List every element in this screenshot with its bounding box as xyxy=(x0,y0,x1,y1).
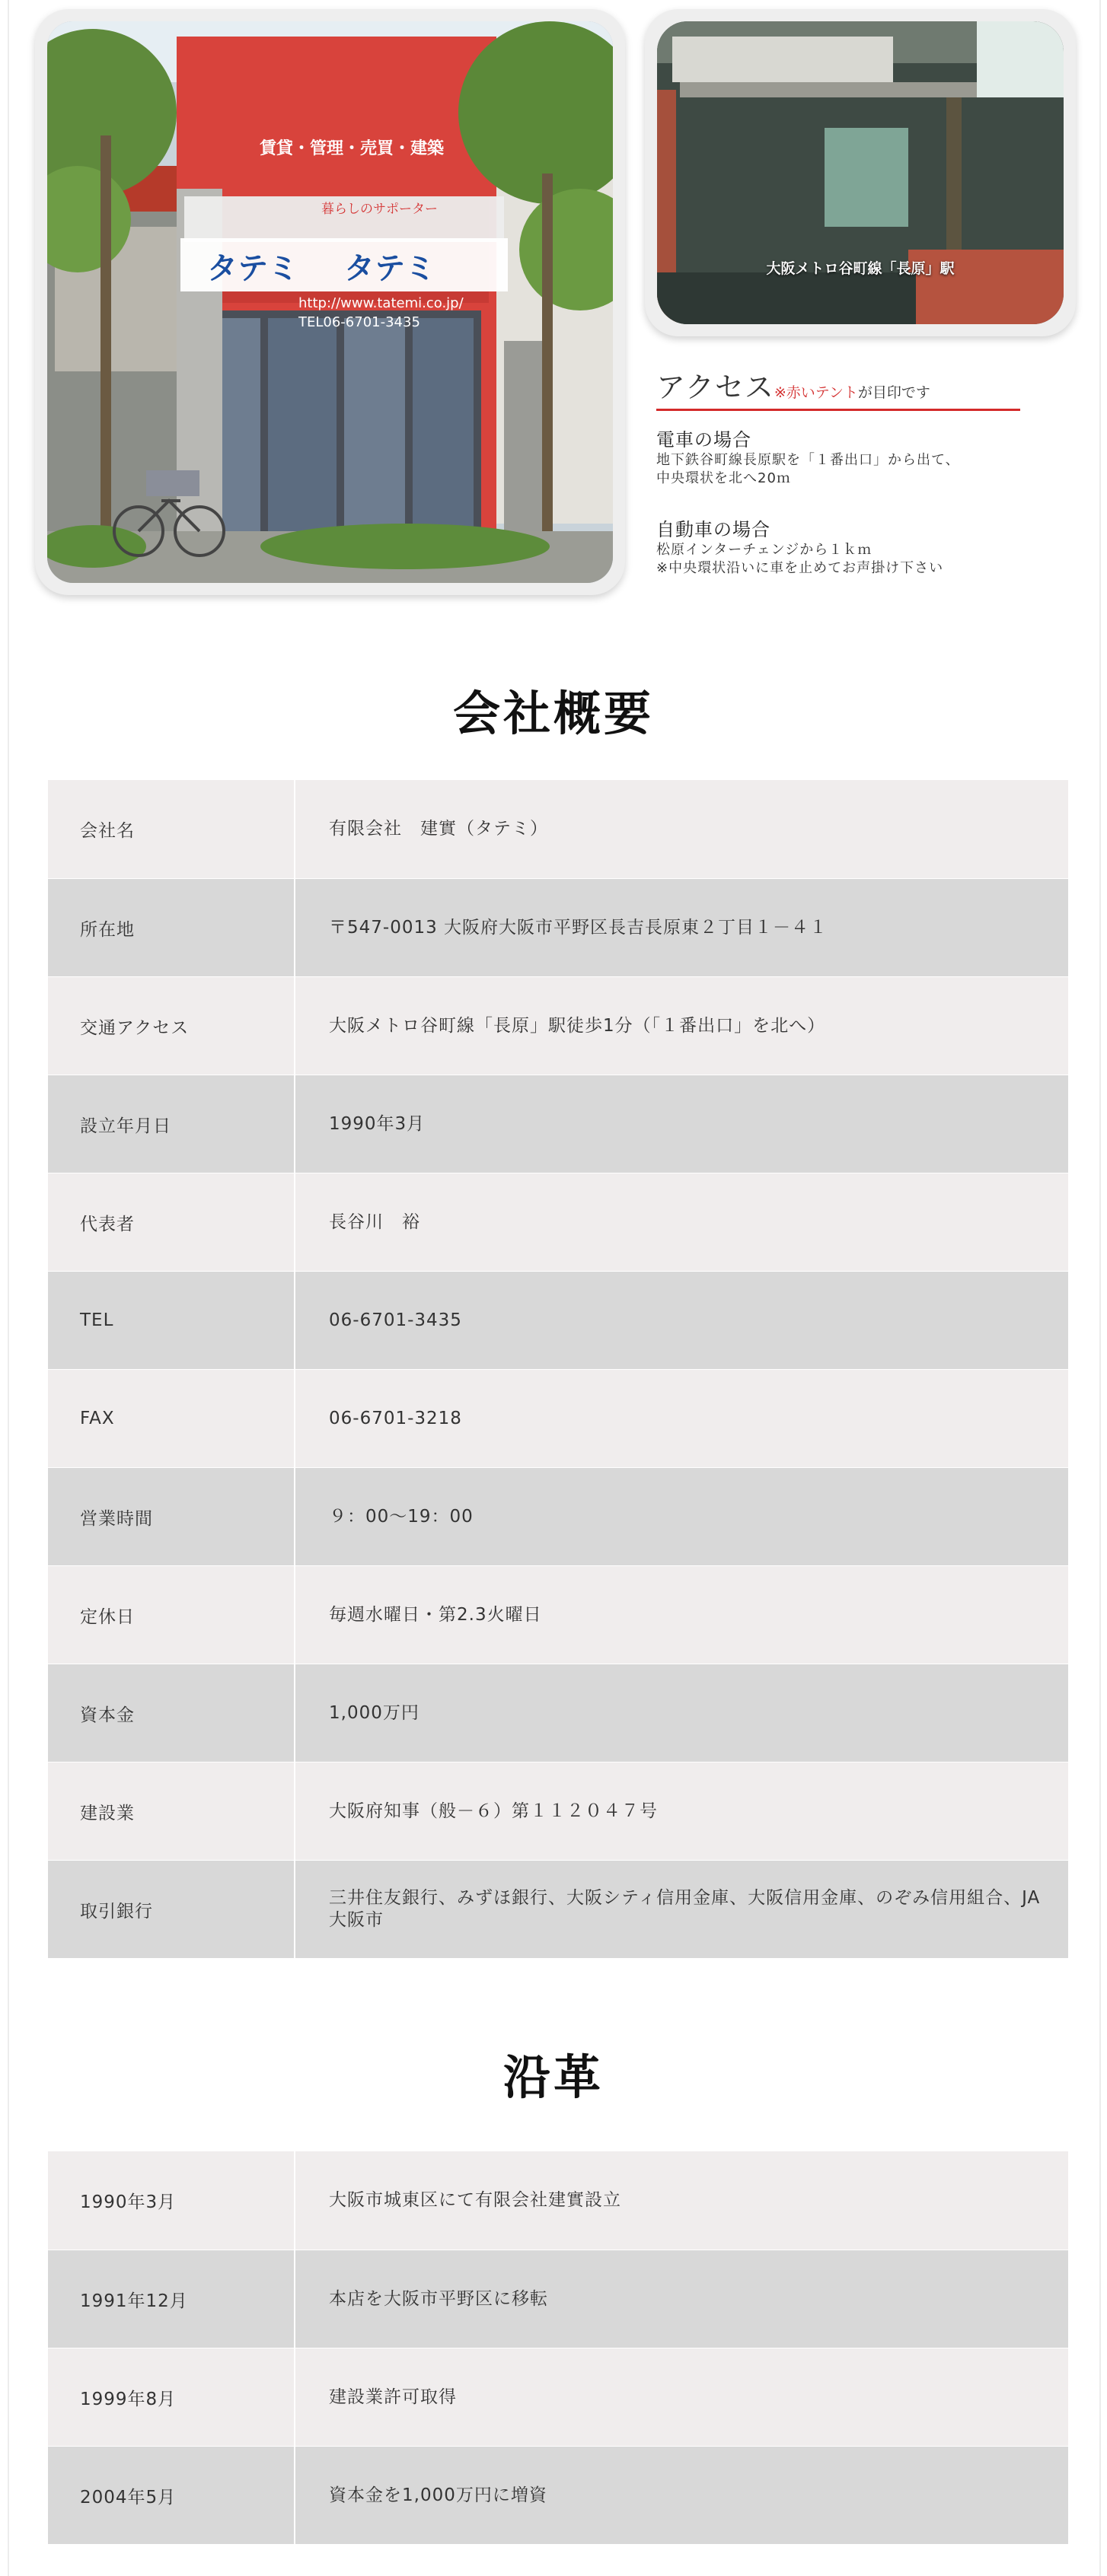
access-section xyxy=(656,364,1083,576)
row-value: 大阪市城東区にて有限会社建實設立 xyxy=(329,2190,621,2210)
row-label: 会社名 xyxy=(48,780,295,878)
row-label: 所在地 xyxy=(48,879,295,976)
row-label: FAX xyxy=(48,1370,295,1467)
row-value: 建設業許可取得 xyxy=(329,2387,457,2407)
access-note-tail: が目印です xyxy=(857,384,930,401)
row-value: 06-6701-3435 xyxy=(329,1310,462,1330)
row-label: 2004年5月 xyxy=(48,2447,295,2544)
row-value: 長谷川 裕 xyxy=(329,1212,420,1232)
row-label: 営業時間 xyxy=(48,1468,295,1565)
row-value: 毎週水曜日・第2.3火曜日 xyxy=(329,1604,542,1625)
table-row xyxy=(48,878,1068,976)
row-value: 有限会社 建實（タテミ） xyxy=(329,819,548,839)
store-photo xyxy=(35,9,625,595)
station-photo xyxy=(645,9,1076,336)
row-value: 大阪府知事（般－６）第１１２０４７号 xyxy=(329,1801,658,1821)
table-row xyxy=(48,2250,1068,2348)
access-car-line1: 松原インターチェンジから１ｋｍ xyxy=(656,542,873,558)
store-sign-url: http://www.tatemi.co.jp/ xyxy=(298,295,464,311)
row-label: 定休日 xyxy=(48,1566,295,1664)
store-sign-tel: TEL06-6701-3435 xyxy=(298,314,420,330)
table-row xyxy=(48,1075,1068,1173)
row-value: 06-6701-3218 xyxy=(329,1408,462,1428)
table-row xyxy=(48,1762,1068,1860)
table-row xyxy=(48,1664,1068,1762)
table-row xyxy=(48,1467,1068,1565)
history-table xyxy=(48,2151,1068,2544)
history-title: 沿革 xyxy=(502,2049,604,2105)
station-caption: 大阪メトロ谷町線「長原」駅 xyxy=(766,260,955,277)
access-train-line2: 中央環状を北へ20ｍ xyxy=(656,470,791,486)
store-brand-left: タテミ xyxy=(207,251,298,286)
access-train xyxy=(656,425,960,488)
station-entrance-illustration xyxy=(657,21,1064,324)
table-row xyxy=(48,2151,1068,2250)
access-car-heading: 自動車の場合 xyxy=(656,519,770,540)
row-value: 〒547-0013 大阪府大阪市平野区長吉長原東２丁目１－４１ xyxy=(329,917,828,938)
access-heading xyxy=(656,364,1020,411)
row-label: TEL xyxy=(48,1272,295,1369)
access-title: アクセス xyxy=(656,371,774,404)
row-value: 大阪メトロ谷町線「長原」駅徒歩1分（「１番出口」を北へ） xyxy=(329,1015,826,1036)
row-label: 交通アクセス xyxy=(48,977,295,1075)
row-label: 代表者 xyxy=(48,1173,295,1271)
row-label: 資本金 xyxy=(48,1664,295,1762)
row-label: 1991年12月 xyxy=(48,2250,295,2348)
company-table xyxy=(48,780,1068,1958)
table-row xyxy=(48,2446,1068,2544)
row-value: ９：00～19：00 xyxy=(329,1506,474,1527)
row-label: 1990年3月 xyxy=(48,2151,295,2250)
row-value: 三井住友銀行、みずほ銀行、大阪シティ信用金庫、大阪信用金庫、のぞみ信用組合、JA大阪市 xyxy=(329,1888,1041,1930)
table-row xyxy=(48,780,1068,878)
row-value: 1,000万円 xyxy=(329,1702,420,1723)
row-label: 取引銀行 xyxy=(48,1861,295,1958)
access-car xyxy=(656,514,943,578)
access-train-line1: 地下鉄谷町線長原駅を「１番出口」から出て、 xyxy=(656,452,960,468)
table-row xyxy=(48,1271,1068,1369)
row-value: 資本金を1,000万円に増資 xyxy=(329,2485,547,2505)
table-row xyxy=(48,2348,1068,2446)
store-sign-tagline: 暮らしのサポーター xyxy=(321,202,438,217)
row-label: 1999年8月 xyxy=(48,2348,295,2446)
table-row xyxy=(48,1565,1068,1664)
table-row xyxy=(48,1369,1068,1467)
company-title: 会社概要 xyxy=(452,686,654,741)
row-label: 設立年月日 xyxy=(48,1075,295,1173)
row-value: 本店を大阪市平野区に移転 xyxy=(329,2288,548,2309)
row-label: 建設業 xyxy=(48,1762,295,1860)
row-value: 1990年3月 xyxy=(329,1113,426,1134)
access-car-line2: ※中央環状沿いに車を止めてお声掛け下さい xyxy=(656,560,944,576)
table-row xyxy=(48,1173,1068,1271)
access-train-heading: 電車の場合 xyxy=(656,429,751,451)
table-row xyxy=(48,1860,1068,1958)
store-brand-right: タテミ xyxy=(344,251,435,286)
table-row xyxy=(48,976,1068,1075)
access-note-red: ※赤いテント xyxy=(774,384,858,401)
store-sign-top: 賃貸・管理・売買・建築 xyxy=(259,139,444,158)
